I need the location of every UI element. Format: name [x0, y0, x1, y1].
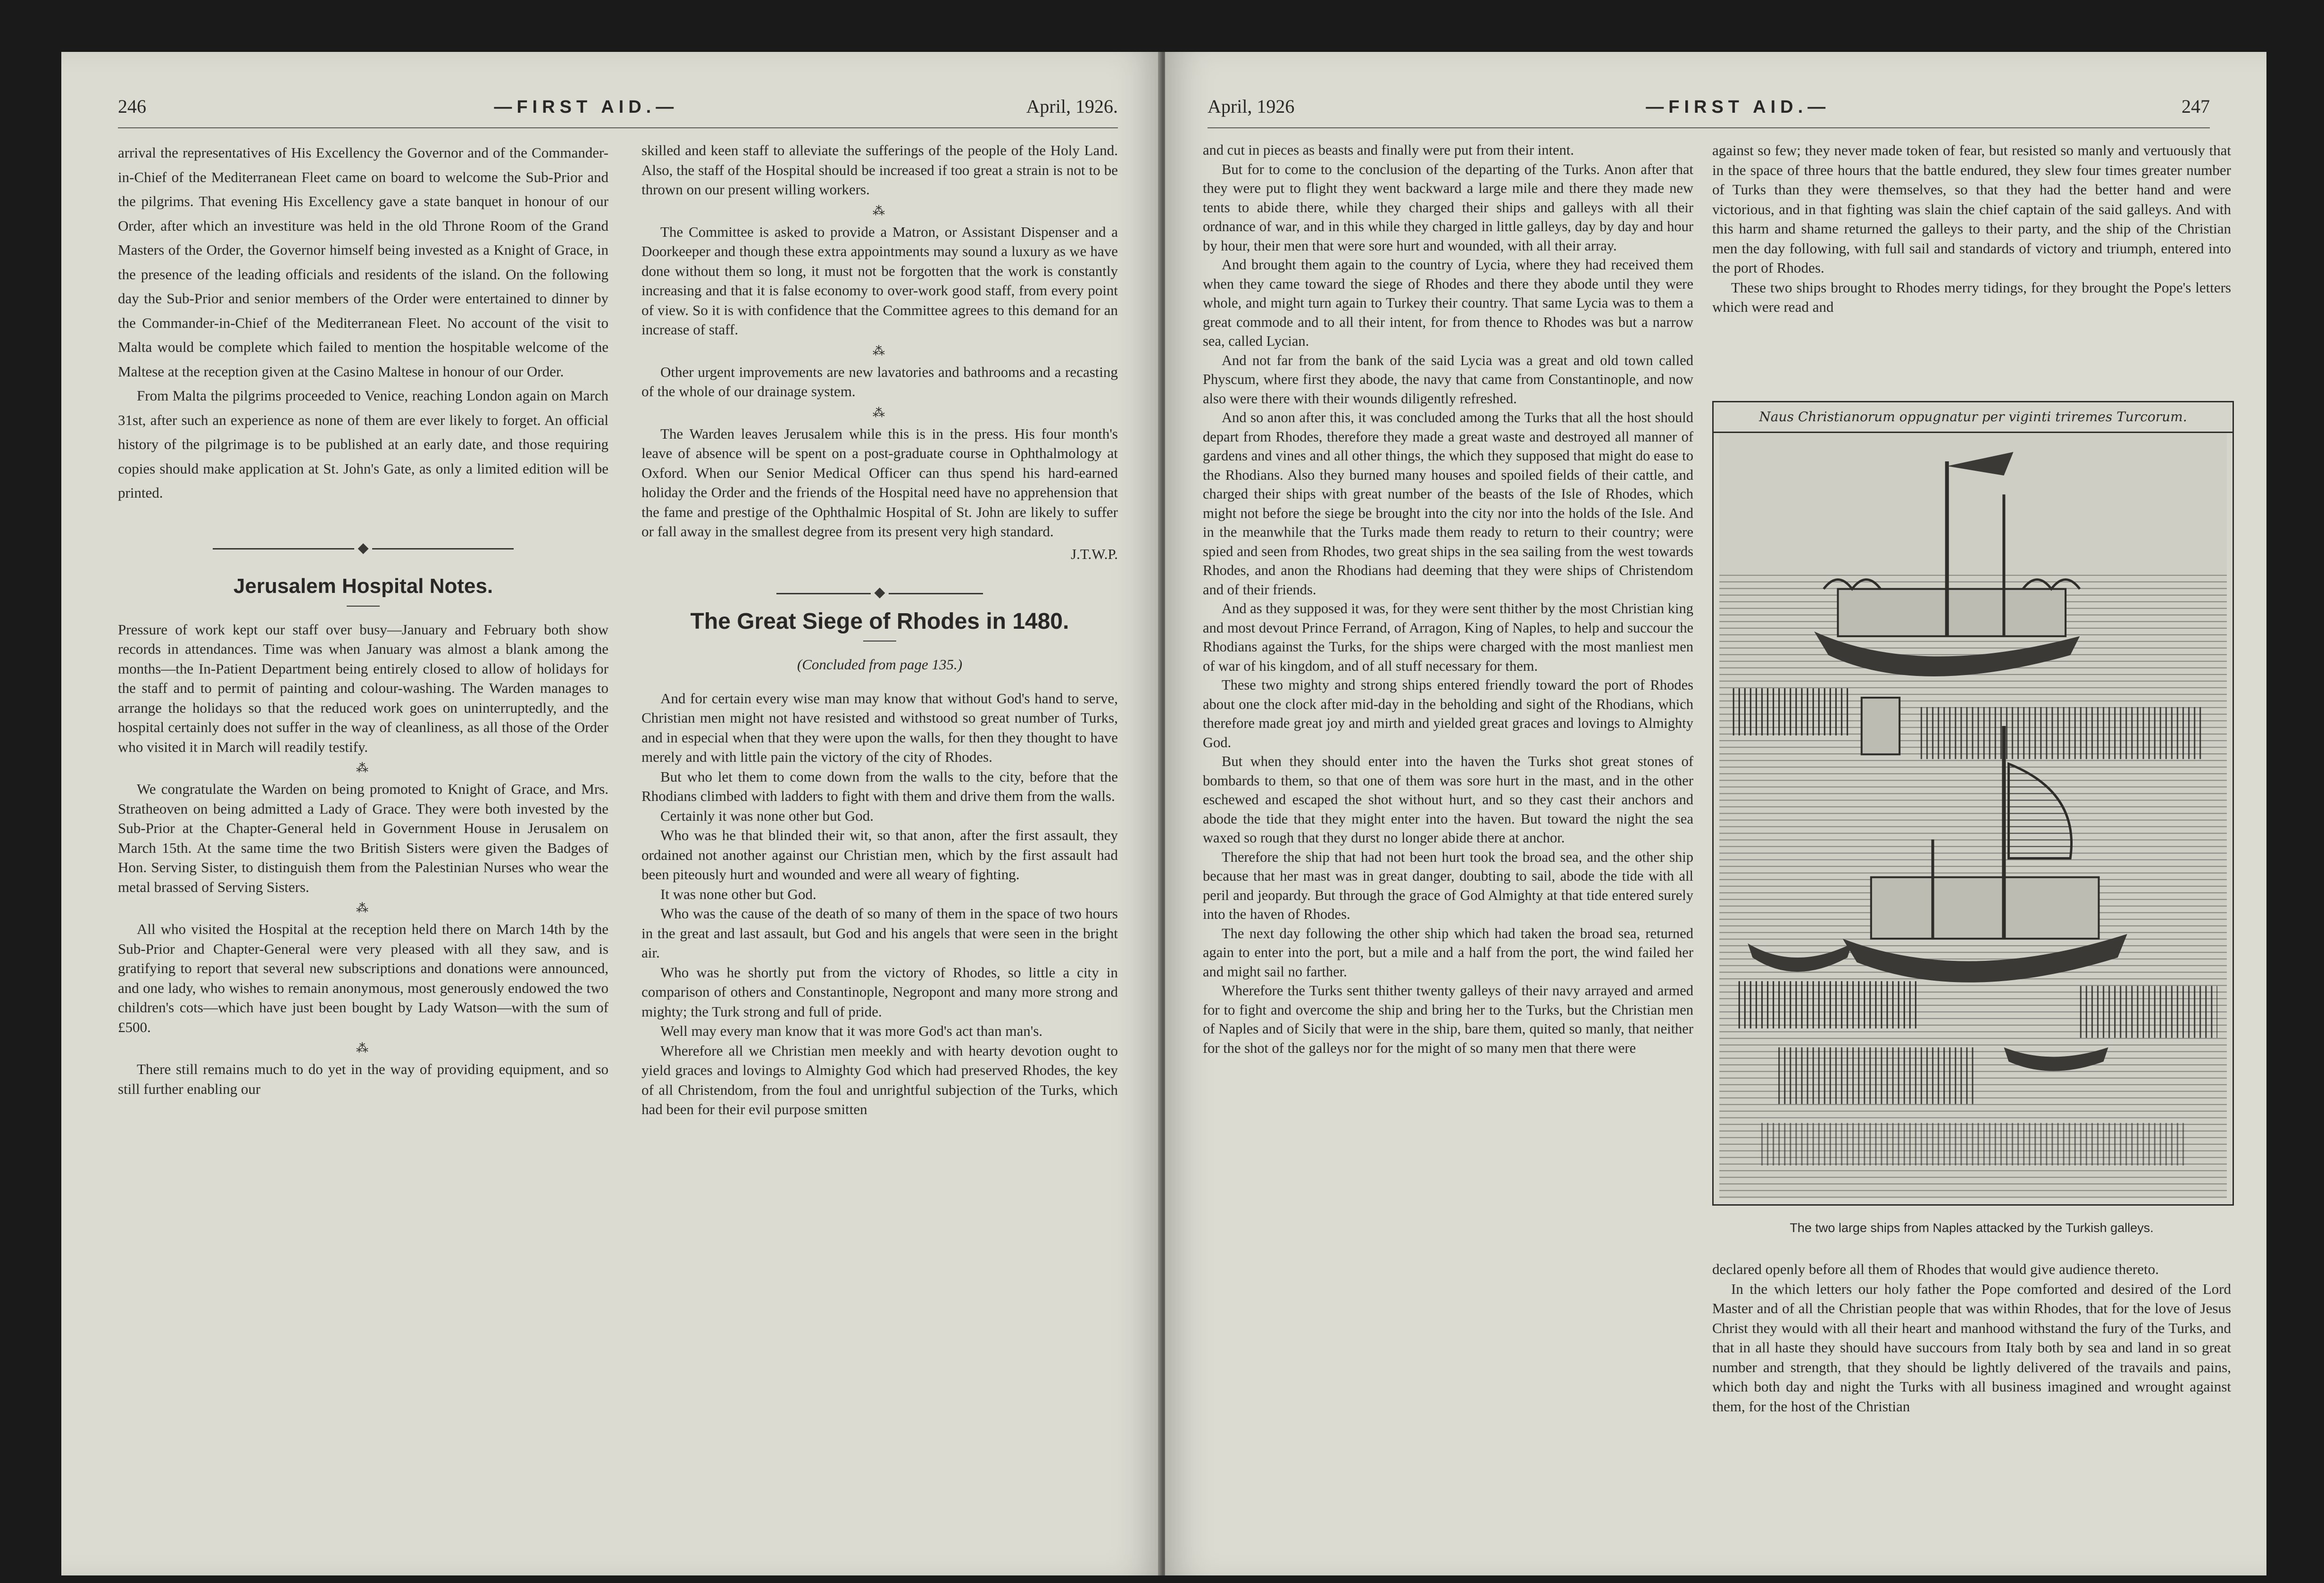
left-page — [61, 52, 1160, 1575]
paragraph: But when they should enter into the haven the Turks shot great stones of bombards to them, so that one of them was sore hurt in the mast, and in the other eschewed and escaped the shot without hurt, and so they cast their anchors and abode the tide that they might enter into the haven. But toward the night the sea waxed so rough that they durst no longer abide there at anchor. — [1203, 753, 1693, 846]
paragraph: There still remains much to do yet in the way of providing equipment, and so still further enabling our — [118, 1061, 608, 1097]
left-column-2 — [641, 141, 1118, 1119]
left-column-1 — [118, 141, 608, 1099]
asterism: ⁂ — [873, 204, 887, 218]
paragraph: And for certain every wise man may know that without God's hand to serve, Christian men might not have resisted and withstood so great number of Turks, and in especial when that they were upon the walls, for then they thought to have merely and with little pain the victory of the city of Rhodes. — [641, 690, 1118, 765]
paragraph: In the which letters our holy father the Pope comforted and desired of the Lord Master and of all the Christian people that was within Rhodes, that for the love of Jesus Christ they would with all their heart and manhood withstand the fury of the Turks, and that in all haste they should have succours from Italy both by sea and land in so great number and strength, that they should be lightly delivered of the travails and pains, which both day and night the Turks with all business imagined and wrought against them, for the host of the Christian — [1712, 1280, 2231, 1415]
paragraph: Who was he shortly put from the victory of Rhodes, so little a city in comparison of others and Constantinople, Negropont and many more strong and mighty; the Turk strong and full of pride. — [641, 964, 1118, 1020]
paragraph: And so anon after this, it was concluded among the Turks that all the host should depart from Rhodes, therefore they made a great waste and destroyed all manner of gardens and vines and all other things, the which they supposed that might do ease to the Rhodians. Also they burned many houses and spoiled fields of their cattle, and charged their ships with great number of the beasts of the Isle of Rhodes, which might not before the siege be brought into the city nor into the holds of the Isle. And in the meanwhile that the Turks made them ready to return to their country; were spied and seen from Rhodes, two great ships in the sea sailing from the west towards Rhodes, and anon the Rhodians had deeming that they were ships of Christendom and of their friends. — [1203, 409, 1693, 598]
paragraph: Well may every man know that it was more God's act than man's. — [660, 1023, 1043, 1039]
right-column-1 — [1203, 141, 1693, 1058]
page-number: 247 — [2181, 96, 2210, 117]
paragraph: These two ships brought to Rhodes merry tidings, for they brought the Pope's letters which were read and — [1712, 279, 2231, 315]
article-subtitle: (Concluded from page 135.) — [797, 656, 963, 673]
page-number: 246 — [118, 96, 146, 117]
article-title: Jerusalem Hospital Notes. — [233, 575, 493, 598]
paragraph: These two mighty and strong ships entered friendly toward the port of Rhodes about one the clock after mid-day in the beholding and sight of the Rhodians, which therefore made great joy and mirth and yielded great graces and lovings to Almighty God. — [1203, 677, 1693, 750]
paragraph: And not far from the bank of the said Lycia was a great and old town called Physcum, where first they abode, the navy that came from Constantinople, and now also were there with their wounds diligently refreshed. — [1203, 352, 1693, 407]
paragraph: The next day following the other ship which had taken the broad sea, returned again to enter into the port, but a mile and a half from the port, the wind failed her and might sail no farther. — [1203, 925, 1693, 980]
running-title: —FIRST AID.— — [494, 97, 679, 117]
article-title: The Great Siege of Rhodes in 1480. — [690, 608, 1069, 634]
woodcut-image — [1719, 433, 2227, 1199]
asterism: ⁂ — [356, 761, 370, 775]
paragraph: It was none other but God. — [660, 885, 816, 902]
asterism: ⁂ — [873, 344, 887, 358]
right-page — [1165, 52, 2266, 1575]
paragraph: And as they supposed it was, for they were sent thither by the most Christian king and most devout Prince Ferrand, of Arragon, King of Naples, to help and succour the Rhodians against the Turks, for the ships were charged with the most manliest men of war of his kingdom, and of all stuff necessary for them. — [1203, 600, 1693, 674]
paragraph: skilled and keen staff to alleviate the sufferings of the people of the Holy Land. Also, the staff of the Hospital should be increased if too great a strain is not to be thrown on our present willing workers. — [641, 142, 1118, 198]
paragraph: Wherefore the Turks sent thither twenty galleys of their navy arrayed and armed for to fight and overcome the ship and bring her to the Turks, but the Christian men of Naples and of Sicily that were in the ship, bare them, quited so manly, that neither for the shot of the galleys nor for the might of so many men that there were — [1203, 983, 1693, 1056]
paragraph: But for to come to the conclusion of the departing of the Turks. Anon after that they were put to flight they went backward a large mile and there they made new tents to abide there, while they charged their ships and galleys with all their ordnance of war, and in this while they charged in little galleys, day by day and hour by hour, their men that were sore hurt and wounded, with all their array. — [1203, 161, 1693, 254]
figure-caption: The two large ships from Naples attacked by the Turkish galleys. — [1790, 1221, 2154, 1235]
paragraph: Therefore the ship that had not been hurt took the broad sea, and the other ship because that her mast was in great danger, doubting to sail, abode the tide with all peril and jeopardy. But through the grace of God Almighty at that tide entered surely into the haven of Rhodes. — [1203, 849, 1693, 922]
paragraph: Who was he that blinded their wit, so that anon, after the first assault, they ordained not another against our Christian men, which by the first assault had been piteously hurt and wounded and were all weary of fighting. — [641, 827, 1118, 883]
right-column-2-bottom — [1712, 1259, 2231, 1416]
paragraph: Pressure of work kept our staff over busy—January and February both show records in attendances. Time was when January was almost a blank among the months—the In-Patient Department being entirely closed to allow of holidays for the staff and to permit of painting and colour-washing. The Warden manages to arrange the holidays so that the reduced work goes on uninterruptedly, and the hospital certainly does not suffer in the way of cleanliness, as all those of the Order who visited it in March will readily testify. — [118, 621, 608, 755]
paragraph: Certainly it was none other but God. — [660, 807, 874, 824]
paragraph: Who was the cause of the death of so many of them in the space of two hours in the great and last assault, but God and his angels that were seen in the bright air. — [641, 905, 1118, 961]
running-title: —FIRST AID.— — [1646, 97, 1831, 117]
asterism: ⁂ — [356, 901, 370, 915]
paragraph: All who visited the Hospital at the reception held there on March 14th by the Sub-Prior and Chapter-General were very pleased with all they saw, and is gratifying to report that several new subscriptions and donations were announced, and one lady, who wishes to remain anonymous, most generously endowed the two children's cots—which have just been bought by Lady Watson—with the sum of £500. — [118, 921, 608, 1035]
section-divider: ◆ — [118, 538, 608, 558]
woodcut-illustration — [1712, 401, 2234, 1206]
paragraph: against so few; they never made token of fear, but resisted so manly and vertuously that in the space of three hours that the battle endured, they slew four times greater number of Turks than they were themselves, so that they had the better hand and were victorious, and in that fighting was slain the chief captain of the said galleys. And with this harm and shame returned the galleys to their party, and the ship of the Christian men the day following, with full sail and standards of victory and triumph, entered into the port of Rhodes. — [1712, 142, 2231, 276]
section-divider: ◆ — [641, 583, 1118, 602]
issue-date: April, 1926. — [1026, 96, 1118, 117]
paragraph: and cut in pieces as beasts and finally were put from their intent. — [1203, 142, 1574, 158]
asterism: ⁂ — [356, 1041, 370, 1055]
signature: J.T.W.P. — [1071, 545, 1118, 562]
running-head-right — [1208, 95, 2210, 128]
figure-heading: Naus Christianorum oppugnatur per viginti triremes Turcorum. — [1714, 402, 2232, 433]
running-head-left — [118, 95, 1118, 128]
paragraph: The Warden leaves Jerusalem while this is in the press. His four month's leave of absence will be spent on a post-graduate course in Ophthalmology at Oxford. When our Senior Medical Officer can thus spend his hard-earned holiday the Order and the friends of the Hospital need have no apprehension that the fame and prestige of the Ophthalmic Hospital of St. John are likely to suffer or fall away in the smallest degree from its present very high standard. — [641, 425, 1118, 540]
right-column-2-top — [1712, 141, 2231, 317]
title-rule — [863, 641, 896, 642]
paragraph: Wherefore all we Christian men meekly and with hearty devotion ought to yield graces and lovings to Almighty God which had preserved Rhodes, the key of all Christendom, from the foul and unrightful subjection of the Turks, which had been for their evil purpose smitten — [641, 1042, 1118, 1117]
paragraph: From Malta the pilgrims proceeded to Venice, reaching London again on March 31st, after such an experience as none of them are ever likely to forget. An official history of the pilgrimage is to be published at an early date, and those requiring copies should make application at St. John's Gate, as only a limited edition will be printed. — [118, 387, 608, 501]
paragraph: The Committee is asked to provide a Matron, or Assistant Dispenser and a Doorkeeper and though these extra appointments may sound a luxury as we have done without them so long, it must not be forgotten that the work is constantly increasing and that it is false economy to over-work good staff, from every point of view. So it is with confidence that the Committee agrees to this demand for an increase of staff. — [641, 223, 1118, 338]
issue-date: April, 1926 — [1208, 96, 1295, 117]
title-rule — [347, 606, 380, 607]
paragraph: arrival the representatives of His Excellency the Governor and of the Commander-in-Chief of the Mediterranean Fleet came on board to welcome the Sub-Prior and the pilgrims. That evening His Excellency gave a state banquet in honour of our Order, after which an investiture was held in the old Throne Room of the Grand Masters of the Order, the Governor himself being invested as a Knight of Grace, in the presence of the leading officials and residents of the island. On the following day the Sub-Prior and senior members of the Order were entertained to dinner by the Commander-in-Chief of the Mediterranean Fleet. No account of the visit to Malta would be complete which failed to mention the hospitable welcome of the Maltese at the reception given at the Casino Maltese in honour of our Order. — [118, 144, 608, 380]
paragraph: Other urgent improvements are new lavatories and bathrooms and a recasting of the whole of our drainage system. — [641, 363, 1118, 400]
paragraph: declared openly before all them of Rhodes that would give audience thereto. — [1712, 1261, 2159, 1277]
paragraph: But who let them to come down from the walls to the city, before that the Rhodians climbed with ladders to fight with them and drive them from the walls. — [641, 768, 1118, 804]
paragraph: And brought them again to the country of Lycia, where they had received them when they came toward the siege of Rhodes and there they abode until they were whole, and might turn again to Turkey their country. That same Lycia was to them a great commode and to all their intent, for from thence to Rhodes was but a narrow sea, called Lycian. — [1203, 257, 1693, 349]
asterism: ⁂ — [873, 406, 887, 420]
paragraph: We congratulate the Warden on being promoted to Knight of Grace, and Mrs. Stratheoven on being admitted a Lady of Grace. They were both invested by the Sub-Prior at the Chapter-General held in Government House in Jerusalem on March 15th. At the same time the two British Sisters were given the Badges of Hon. Serving Sister, to distinguish them from the Palestinian Nurses who wear the metal brassed of Serving Sisters. — [118, 781, 608, 895]
